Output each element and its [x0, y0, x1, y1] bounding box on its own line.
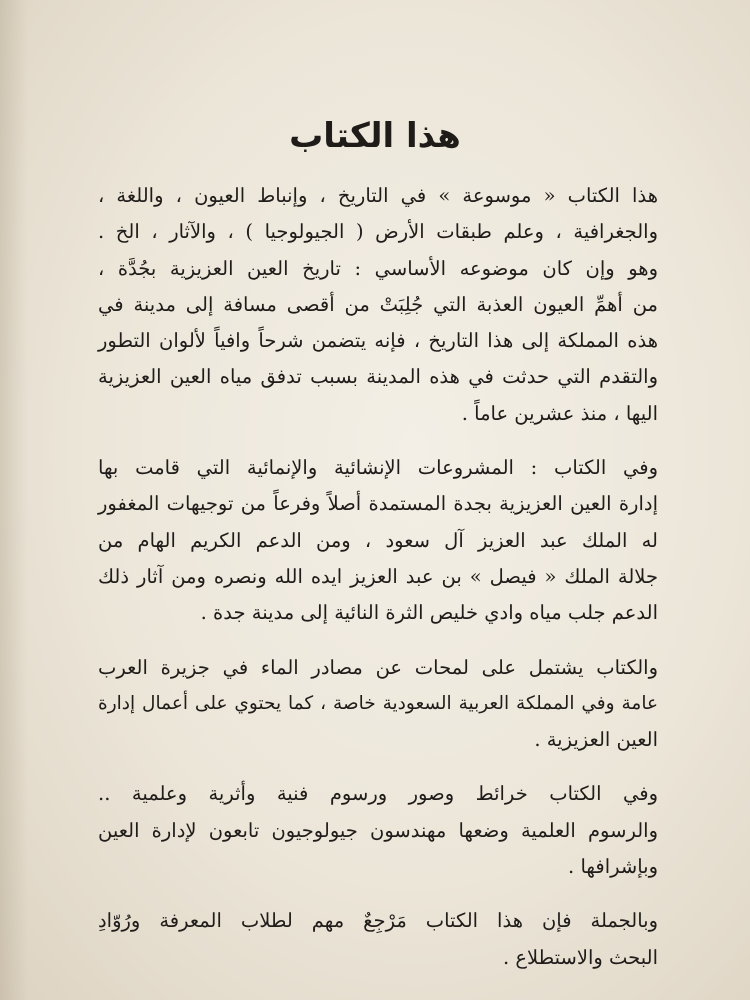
paragraph	[98, 903, 658, 976]
text-line: والجغرافية ، وعلم طبقات الأرض ( الجيولوجيا ) ، والآثار ، الخ .	[98, 220, 658, 244]
text-line: عامة وفي المملكة العربية السعودية خاصة ، كما يحتوي على أعمال إدارة	[98, 692, 658, 714]
text-line: جلالة الملك « فيصل » بن عبد العزيز ايده الله ونصره ومن آثار ذلك	[98, 564, 658, 588]
text-line: اليها ، منذ عشرين عاماً .	[461, 401, 658, 425]
text-line: وبإشرافها .	[568, 855, 658, 879]
paragraph	[98, 650, 658, 759]
text-line: البحث والاستطلاع .	[502, 945, 658, 969]
paragraph	[98, 450, 658, 631]
paragraph	[98, 178, 658, 432]
text-line: وهو وإن كان موضوعه الأساسي : تاريخ العين العزيزية بجُدَّة ،	[98, 256, 658, 280]
text-line: وفي الكتاب : المشروعات الإنشائية والإنمائية التي قامت بها	[98, 456, 658, 480]
body-text	[98, 178, 658, 976]
text-line: والتقدم التي حدثت في هذه المدينة بسبب تدفق مياه العين العزيزية	[98, 365, 658, 389]
text-line: إدارة العين العزيزية بجدة المستمدة أصلاً وفرعاً من توجيهات المغفور	[98, 492, 658, 516]
text-line: والكتاب يشتمل على لمحات عن مصادر الماء في جزيرة العرب	[98, 655, 658, 679]
text-line: هذا الكتاب « موسوعة » في التاريخ ، وإنباط العيون ، واللغة ،	[98, 184, 658, 207]
page-title: هذا الكتاب	[289, 116, 461, 156]
text-line: العين العزيزية .	[534, 728, 658, 752]
text-line: هذه المملكة إلى هذا التاريخ ، فإنه يتضمن شرحاً وافياً لألوان التطور	[98, 329, 658, 353]
text-line: الدعم جلب مياه وادي خليص الثرة النائية إلى مدينة جدة .	[200, 601, 658, 625]
text-line: له الملك عبد العزيز آل سعود ، ومن الدعم الكريم الهام من	[98, 528, 658, 552]
paragraph	[98, 776, 658, 885]
text-line: من أهمِّ العيون العذبة التي جُلِبَتْ من أقصى مسافة إلى مدينة في	[98, 292, 658, 316]
text-line: وفي الكتاب خرائط وصور ورسوم فنية وأثرية وعلمية ..	[98, 782, 658, 806]
text-line: وبالجملة فإن هذا الكتاب مَرْجِعٌ مهم لطلاب المعرفة ورُوّادِ	[98, 909, 658, 933]
text-line: والرسوم العلمية وضعها مهندسون جيولوجيون تابعون لإدارة العين	[98, 818, 658, 842]
